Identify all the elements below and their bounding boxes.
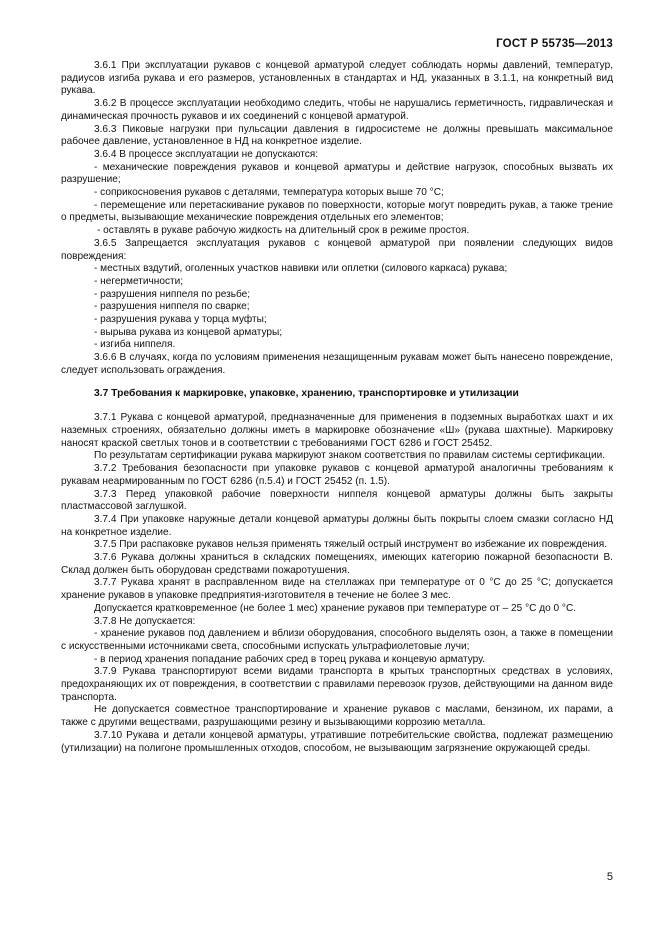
document-body [61, 60, 613, 755]
paragraph: - соприкосновения рукавов с деталями, температура которых выше 70 °С; [94, 187, 444, 199]
paragraph: - механические повреждения рукавов и концевой арматуры и действие нагрузок, способных вызвать их разрушение; [61, 161, 613, 186]
paragraph: 3.7.2 Требования безопасности при упаковке рукавов с концевой арматурой аналогичны требованиям к рукавам неармированным по ГОСТ 6286 (п.5.4) и ГОСТ 25452 (п. 1.5). [61, 463, 613, 487]
paragraph: 3.6.4 В процессе эксплуатации не допускаются: [94, 148, 319, 160]
paragraph: 3.7.10 Рукава и детали концевой арматуры, утратившие потребительские свойства, подлежат размещению (утилизации) на полигоне промышленных отходов, способом, не вызывающим загрязнение окружающей среды. [61, 729, 613, 754]
paragraph: - изгиба ниппеля. [94, 339, 176, 351]
paragraph: - перемещение или перетаскивание рукавов по поверхности, которые могут повредить рукав, а также трение о предметы, вызывающие механические повреждения отдельных его элементов; [61, 199, 613, 224]
paragraph: 3.6.1 При эксплуатации рукавов с концевой арматурой следует соблюдать нормы давлений, температур, радиусов изгиба рукава и его размеров, установленных в стандартах и НД, указанных в 3.1.1, на конкретный вид рукава. [61, 60, 613, 97]
paragraph: 3.7.3 Перед упаковкой рабочие поверхности ниппеля концевой арматуры должны быть закрыты пластмассовой заглушкой. [61, 488, 613, 513]
paragraph: По результатам сертификации рукава маркируют знаком соответствия по правилам системы сертификации. [94, 450, 606, 462]
paragraph: - разрушения ниппеля по сварке; [94, 301, 250, 313]
paragraph: - разрушения рукава у торца муфты; [94, 314, 267, 326]
paragraph: 3.7.4 При упаковке наружные детали концевой арматуры должны быть покрыты слоем смазки согласно НД на конкретное изделие. [61, 513, 613, 538]
paragraph: 3.7.5 При распаковке рукавов нельзя применять тяжелый острый инструмент во избежание их повреждения. [94, 539, 608, 551]
paragraph: 3.7.9 Рукава транспортируют всеми видами транспорта в крытых транспортных средствах в условиях, предохраняющих их от повреждения, в соответствии с правилами перевозок грузов, действующими на данном виде транспорта. [61, 666, 613, 703]
paragraph: - местных вздутий, оголенных участков навивки или оплетки (силового каркаса) рукава; [94, 263, 508, 275]
paragraph: 3.6.6 В случаях, когда по условиям применения незащищенным рукавам может быть нанесено повреждение, следует использовать ограждения. [61, 352, 613, 376]
paragraph: - оставлять в рукаве рабочую жидкость на длительный срок в режиме простоя. [97, 225, 470, 237]
paragraph: - вырыва рукава из концевой арматуры; [94, 326, 283, 338]
section-3-6-paragraphs [61, 60, 613, 378]
paragraph: Допускается кратковременное (не более 1 мес) хранение рукавов при температуре от – 25 °С до 0 °С. [94, 602, 577, 614]
paragraph: 3.6.2 В процессе эксплуатации необходимо следить, чтобы не нарушались герметичность, гидравлическая и динамическая прочность рукавов и их соединений с концевой арматурой. [61, 98, 613, 122]
paragraph: - в период хранения попадание рабочих сред в торец рукава и концевую арматуру. [94, 653, 486, 665]
paragraph: Не допускается совместное транспортирование и хранение рукавов с маслами, бензином, их парами, а также с другими веществами, разрушающими резину и вызывающими коррозию металла. [61, 704, 613, 729]
paragraph: - негерметичности; [94, 275, 184, 287]
section-heading-3-7: 3.7 Требования к маркировке, упаковке, хранению, транспортировке и утилизации [94, 387, 519, 399]
paragraph: 3.7.1 Рукава с концевой арматурой, предназначенные для применения в подземных выработках шахт и их наземных строениях, обязательно должны иметь в маркировке обозначение «Ш» (рукава шахтные). Маркировку наносят краской светлых тонов и в соответствии с требованиями ГОСТ 6286 и ГОСТ 25452. [61, 412, 613, 449]
paragraph: - разрушения ниппеля по резьбе; [94, 288, 251, 300]
paragraph: 3.6.3 Пиковые нагрузки при пульсации давления в гидросистеме не должны превышать максимальное рабочее давление, установленное в НД на конкретное изделие. [61, 123, 613, 148]
standard-designation: ГОСТ Р 55735—2013 [496, 38, 613, 50]
section-3-7-paragraphs [61, 412, 613, 755]
paragraph: 3.7.7 Рукава хранят в расправленном виде на стеллажах при температуре от 0 °С до 25 °С; допускается хранение рукавов в упаковке предприятия-изготовителя в течение не более 3 мес. [61, 577, 613, 602]
paragraph: 3.6.5 Запрещается эксплуатация рукавов с концевой арматурой при появлении следующих видов повреждения: [61, 237, 613, 262]
paragraph: 3.7.6 Рукава должны храниться в складских помещениях, имеющих категорию пожарной безопасности В. Склад должен быть оборудован средствами пожаротушения. [61, 552, 613, 576]
paragraph: 3.7.8 Не допускается: [94, 615, 196, 627]
paragraph: - хранение рукавов под давлением и вблизи оборудования, способного выделять озон, а также в помещении с искусственными источниками света, способными испускать ультрафиолетовые лучи; [61, 628, 613, 652]
page-number: 5 [606, 871, 613, 883]
